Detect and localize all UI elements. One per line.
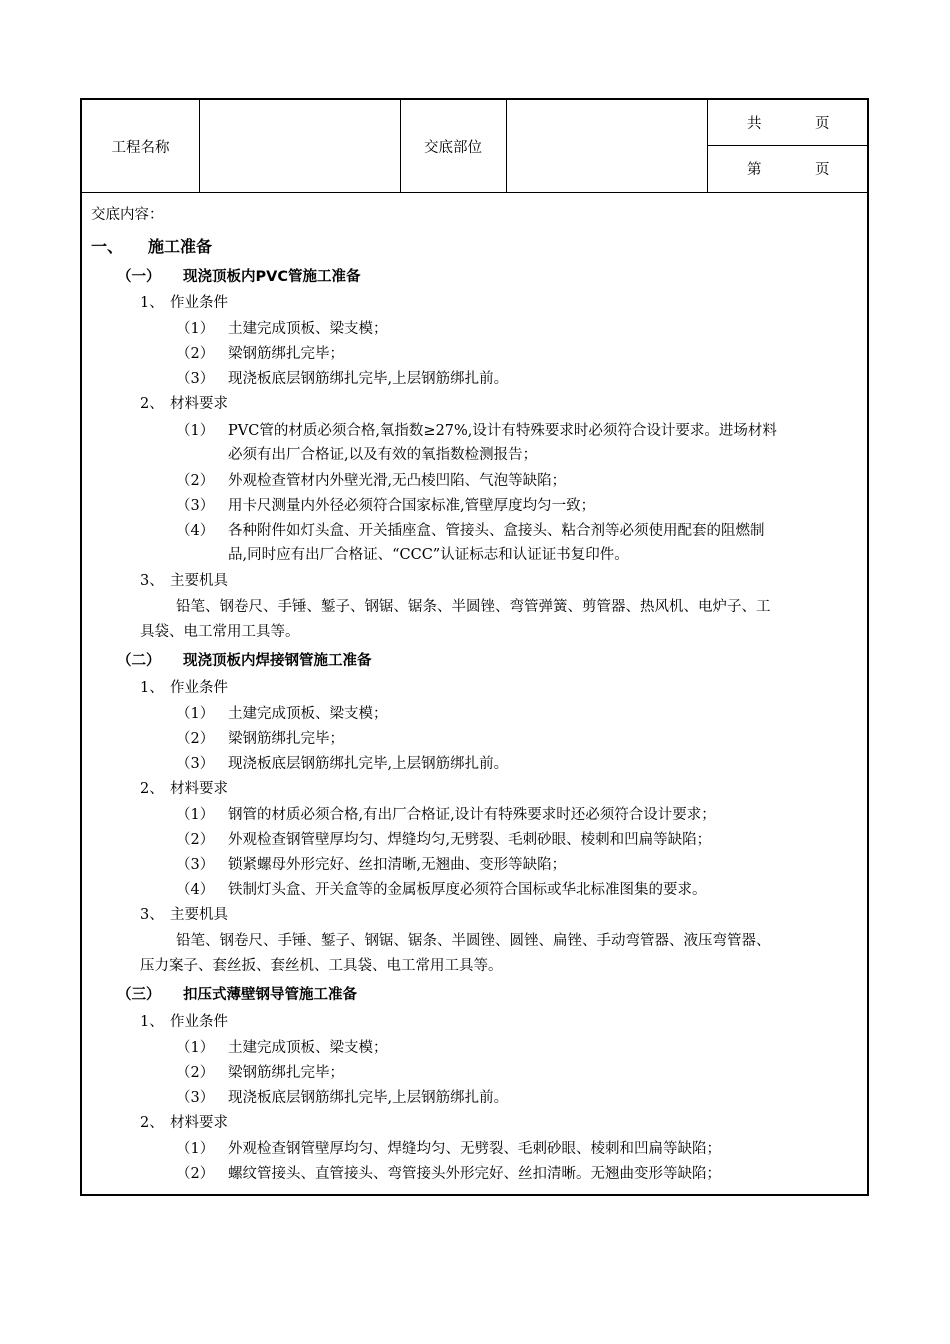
item-number: （1）	[176, 1141, 215, 1157]
clause-number: 2、	[140, 396, 164, 412]
item-number: （2）	[176, 832, 215, 848]
item-text: PVC管的材质必须合格,氧指数≥27%,设计有特殊要求时必须符合设计要求。进场材料	[228, 423, 777, 439]
section-number: 一、	[91, 237, 124, 256]
item-text: 铁制灯头盒、开关盒等的金属板厚度必须符合国标或华北标准图集的要求。	[228, 882, 707, 898]
clause-title: 作业条件	[170, 680, 228, 696]
clause-title: 作业条件	[170, 295, 228, 311]
subsection-number: （二）	[117, 653, 161, 669]
clause-number: 3、	[140, 573, 164, 589]
item-text: 锁紧螺母外形完好、丝扣清晰,无翘曲、变形等缺陷；	[228, 857, 567, 873]
tools-text-cont: 具袋、电工常用工具等。	[140, 624, 300, 640]
subsection-number: （一）	[117, 269, 161, 285]
clause-title: 作业条件	[170, 1014, 228, 1030]
item-number: （2）	[176, 346, 215, 362]
item-number: （3）	[176, 371, 215, 387]
page-number	[707, 146, 867, 191]
item-number: （1）	[176, 321, 215, 337]
item-text: 外观检查钢管壁厚均匀、焊缝均匀,无劈裂、毛刺砂眼、棱刺和凹扁等缺陷；	[228, 832, 712, 848]
content-label: 交底内容：	[91, 207, 164, 223]
item-text: 各种附件如灯头盒、开关插座盒、管接头、盒接头、粘合剂等必须使用配套的阻燃制	[228, 523, 765, 539]
item-text: 梁钢筋绑扎完毕；	[228, 346, 344, 362]
clause-title: 主要机具	[170, 573, 228, 589]
clause-number: 2、	[140, 781, 164, 797]
item-text: 土建完成顶板、梁支模；	[228, 1040, 388, 1056]
disclosure-form	[80, 98, 869, 1196]
project-name-label: 工程名称	[111, 139, 170, 156]
clause-number: 2、	[140, 1115, 164, 1131]
total-pages	[707, 100, 867, 145]
clause-number: 3、	[140, 907, 164, 923]
clause-title: 主要机具	[170, 907, 228, 923]
clause-number: 1、	[140, 295, 164, 311]
item-text: 土建完成顶板、梁支模；	[228, 321, 388, 337]
item-number: （1）	[176, 1040, 215, 1056]
total-unit: 页	[815, 116, 830, 132]
item-number: （1）	[176, 423, 215, 439]
tools-text: 铅笔、钢卷尺、手锤、錾子、钢锯、锯条、半圆锉、圆锉、扁锉、手动弯管器、液压弯管器、	[176, 933, 771, 949]
item-number: （4）	[176, 523, 215, 539]
clause-title: 材料要求	[170, 1115, 228, 1131]
item-number: （3）	[176, 498, 215, 514]
tools-text-cont: 压力案子、套丝扳、套丝机、工具袋、电工常用工具等。	[140, 958, 503, 974]
project-name-field[interactable]	[199, 100, 400, 192]
item-text: 钢管的材质必须合格,有出厂合格证,设计有特殊要求时还必须符合设计要求；	[228, 807, 716, 823]
item-number: （4）	[176, 882, 215, 898]
item-text: 外观检查钢管壁厚均匀、焊缝均匀、无劈裂、毛刺砂眼、棱刺和凹扁等缺陷；	[228, 1141, 721, 1157]
total-label: 共	[747, 116, 762, 132]
page-label: 第	[747, 162, 762, 178]
item-number: （2）	[176, 473, 215, 489]
page-unit: 页	[815, 162, 830, 178]
item-number: （3）	[176, 756, 215, 772]
clause-title: 材料要求	[170, 396, 228, 412]
subsection-title: 现浇顶板内焊接钢管施工准备	[183, 653, 372, 669]
item-number: （2）	[176, 731, 215, 747]
section-title: 施工准备	[148, 237, 213, 256]
subsection-title: 扣压式薄壁钢导管施工准备	[183, 987, 357, 1003]
item-number: （1）	[176, 807, 215, 823]
clause-number: 1、	[140, 1014, 164, 1030]
part-field[interactable]	[506, 100, 707, 192]
item-text: 土建完成顶板、梁支模；	[228, 706, 388, 722]
item-number: （2）	[176, 1065, 215, 1081]
subsection-title: 现浇顶板内PVC管施工准备	[183, 269, 361, 285]
item-text: 外观检查管材内外壁光滑,无凸棱凹陷、气泡等缺陷；	[228, 473, 567, 489]
subsection-number: （三）	[117, 987, 161, 1003]
part-label: 交底部位	[424, 139, 482, 156]
item-text: 用卡尺测量内外径必须符合国家标准,管壁厚度均匀一致；	[228, 498, 596, 514]
item-number: （3）	[176, 857, 215, 873]
item-number: （1）	[176, 706, 215, 722]
item-text: 梁钢筋绑扎完毕；	[228, 731, 344, 747]
item-number: （3）	[176, 1090, 215, 1106]
item-text: 现浇板底层钢筋绑扎完毕,上层钢筋绑扎前。	[228, 1090, 509, 1106]
header-table	[82, 100, 867, 193]
tools-text: 铅笔、钢卷尺、手锤、錾子、钢锯、锯条、半圆锉、弯管弹簧、剪管器、热风机、电炉子、工	[176, 599, 771, 615]
item-number: （2）	[176, 1166, 215, 1182]
item-text: 现浇板底层钢筋绑扎完毕,上层钢筋绑扎前。	[228, 756, 509, 772]
item-text-cont: 品,同时应有出厂合格证、“CCC”认证标志和认证证书复印件。	[228, 547, 629, 563]
clause-title: 材料要求	[170, 781, 228, 797]
item-text-cont: 必须有出厂合格证,以及有效的氧指数检测报告；	[228, 447, 538, 463]
item-text: 螺纹管接头、直管接头、弯管接头外形完好、丝扣清晰。无翘曲变形等缺陷；	[228, 1166, 721, 1182]
item-text: 现浇板底层钢筋绑扎完毕,上层钢筋绑扎前。	[228, 371, 509, 387]
item-text: 梁钢筋绑扎完毕；	[228, 1065, 344, 1081]
clause-number: 1、	[140, 680, 164, 696]
